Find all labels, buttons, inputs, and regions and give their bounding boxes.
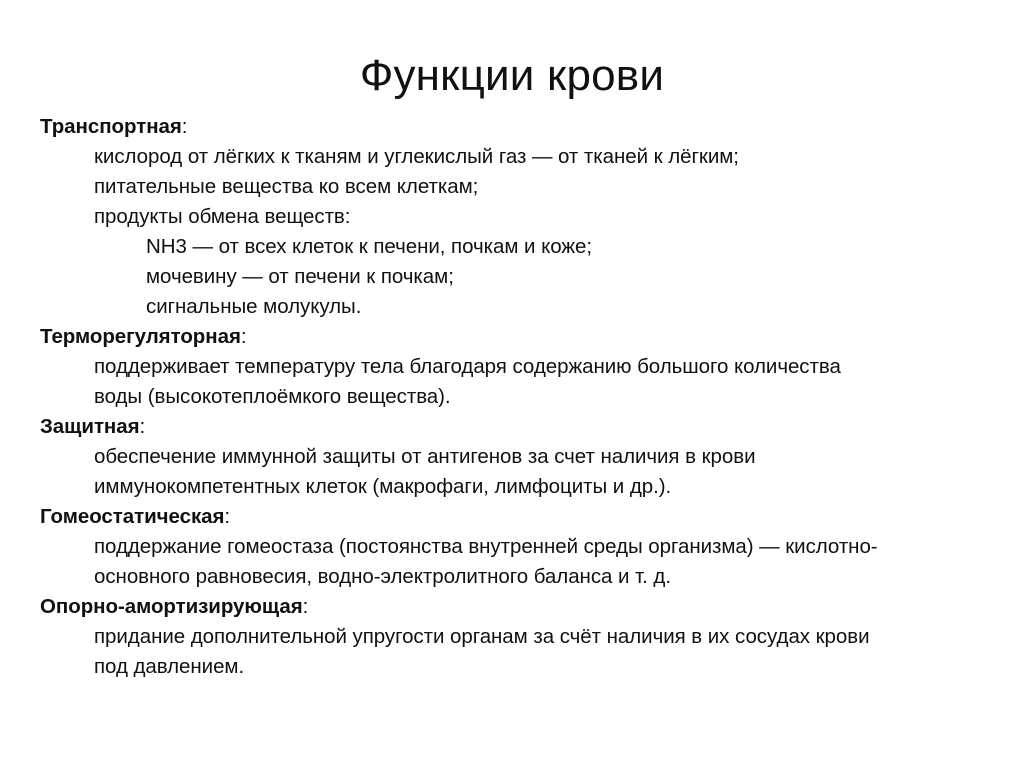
functions-list (40, 112, 1000, 682)
section-heading-colon: : (224, 505, 231, 528)
section-detail-line: продукты обмена веществ: (94, 205, 351, 228)
section-heading (40, 592, 1000, 622)
section-heading (40, 112, 1000, 142)
section-heading-colon: : (302, 595, 309, 618)
section-heading-label: Опорно-амортизирующая (40, 595, 303, 618)
section-heading-colon: : (240, 325, 247, 348)
section-heading-label: Гомеостатическая (40, 505, 225, 528)
section-detail-line: питательные вещества ко всем клеткам; (94, 175, 479, 198)
section-heading (40, 502, 1000, 532)
section-detail-line: иммунокомпетентных клеток (макрофаги, лимфоциты и др.). (94, 475, 672, 498)
section-heading-colon: : (139, 415, 146, 438)
section-detail-line: мочевину — от печени к почкам; (146, 265, 454, 288)
function-section (40, 592, 1000, 682)
function-section (40, 112, 1000, 322)
section-detail-line: сигнальные молукулы. (146, 295, 362, 318)
section-heading-label: Транспортная (40, 115, 182, 138)
section-detail-line: поддерживает температуру тела благодаря содержанию большого количества (94, 355, 841, 378)
section-heading-label: Терморегуляторная (40, 325, 241, 348)
section-detail-line: NH3 — от всех клеток к печени, почкам и коже; (146, 235, 592, 258)
section-heading-colon: : (181, 115, 188, 138)
function-section (40, 412, 1000, 502)
section-detail-line: кислород от лёгких к тканям и углекислый газ — от тканей к лёгким; (94, 145, 739, 168)
function-section (40, 322, 1000, 412)
section-detail-line: под давлением. (94, 655, 245, 678)
section-detail-line: основного равновесия, водно-электролитного баланса и т. д. (94, 565, 671, 588)
section-detail-line: обеспечение иммунной защиты от антигенов за счет наличия в крови (94, 445, 756, 468)
page-title: Функции крови (359, 51, 665, 101)
section-heading (40, 322, 1000, 352)
function-section (40, 502, 1000, 592)
section-heading (40, 412, 1000, 442)
section-heading-label: Защитная (40, 415, 140, 438)
section-detail-line: придание дополнительной упругости органам за счёт наличия в их сосудах крови (94, 625, 870, 648)
section-detail-line: воды (высокотеплоёмкого вещества). (94, 385, 451, 408)
section-detail-line: поддержание гомеостаза (постоянства внутренней среды организма) — кислотно- (94, 535, 878, 558)
